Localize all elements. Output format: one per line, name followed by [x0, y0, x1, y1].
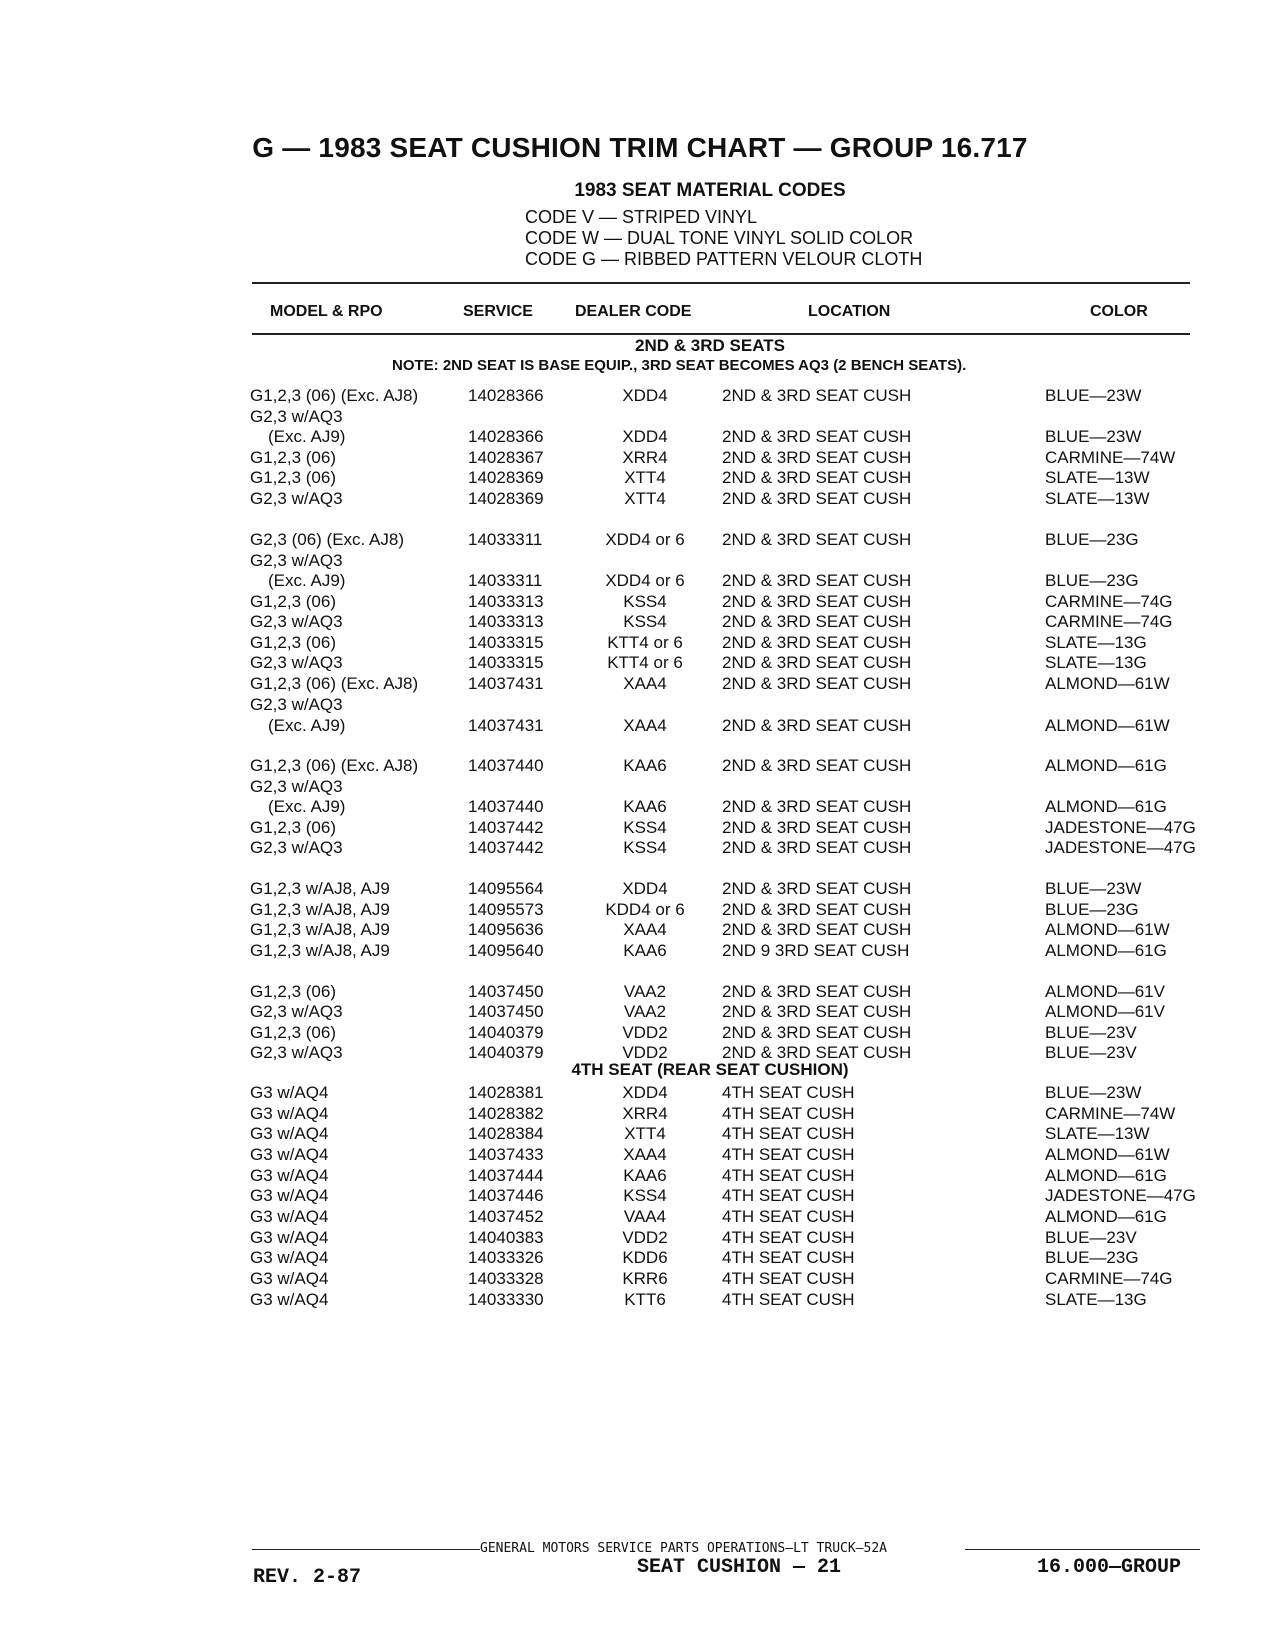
footer-page: SEAT CUSHION — 21 — [637, 1556, 842, 1579]
table-row — [0, 756, 1280, 777]
cell-dealer: XDD4 — [622, 427, 668, 446]
table-row — [0, 633, 1280, 654]
cell-location: 2ND 9 3RD SEAT CUSH — [722, 941, 910, 960]
cell-location: 2ND & 3RD SEAT CUSH — [722, 1043, 912, 1062]
cell-service: 14028369 — [468, 468, 544, 487]
table-row — [0, 716, 1280, 737]
material-code-v: CODE V — STRIPED VINYL — [525, 207, 758, 227]
cell-service: 14033315 — [468, 653, 544, 672]
cell-service: 14037433 — [468, 1145, 544, 1164]
cell-service: 14095636 — [468, 920, 544, 939]
cell-color: BLUE—23W — [1045, 386, 1142, 405]
column-header-service: SERVICE — [463, 303, 533, 320]
cell-color: JADESTONE—47G — [1045, 1186, 1196, 1205]
cell-color: JADESTONE—47G — [1045, 838, 1196, 857]
cell-location: 2ND & 3RD SEAT CUSH — [722, 386, 912, 405]
cell-color: BLUE—23W — [1045, 427, 1142, 446]
cell-location: 4TH SEAT CUSH — [722, 1124, 855, 1143]
column-header-location: LOCATION — [808, 303, 891, 320]
cell-service: 14033326 — [468, 1248, 544, 1267]
cell-service: 14028381 — [468, 1083, 544, 1102]
table-row — [0, 674, 1280, 695]
cell-location: 2ND & 3RD SEAT CUSH — [722, 448, 912, 467]
cell-color: ALMOND—61W — [1045, 920, 1170, 939]
cell-model: G1,2,3 (06) (Exc. AJ8) — [250, 386, 419, 405]
footer-publisher: GENERAL MOTORS SERVICE PARTS OPERATIONS—LT TRUCK—52A — [480, 1541, 887, 1556]
cell-color: BLUE—23G — [1045, 900, 1139, 919]
cell-location: 4TH SEAT CUSH — [722, 1104, 855, 1123]
cell-model: G1,2,3 (06) (Exc. AJ8) — [250, 674, 419, 693]
cell-dealer: XDD4 or 6 — [605, 530, 685, 549]
material-codes-list — [525, 207, 922, 270]
table-row — [0, 1043, 1280, 1064]
cell-model: G1,2,3 (06) — [250, 1023, 336, 1042]
cell-dealer: KAA6 — [623, 756, 667, 775]
cell-location: 2ND & 3RD SEAT CUSH — [722, 756, 912, 775]
cell-dealer: XAA4 — [623, 716, 667, 735]
cell-location: 4TH SEAT CUSH — [722, 1269, 855, 1288]
cell-model: G2,3 w/AQ3 — [250, 551, 343, 570]
cell-location: 4TH SEAT CUSH — [722, 1207, 855, 1226]
cell-dealer: KTT4 or 6 — [607, 633, 683, 652]
table-row — [0, 900, 1280, 921]
cell-dealer: XDD4 — [622, 1083, 668, 1102]
cell-model: (Exc. AJ9) — [268, 797, 346, 816]
cell-location: 2ND & 3RD SEAT CUSH — [722, 633, 912, 652]
cell-color: BLUE—23V — [1045, 1043, 1137, 1062]
cell-dealer: KAA6 — [623, 1166, 667, 1185]
cell-dealer: KSS4 — [623, 818, 667, 837]
cell-model: G3 w/AQ4 — [250, 1290, 329, 1309]
cell-service: 14033313 — [468, 612, 544, 631]
cell-location: 2ND & 3RD SEAT CUSH — [722, 818, 912, 837]
cell-location: 2ND & 3RD SEAT CUSH — [722, 612, 912, 631]
cell-dealer: XAA4 — [623, 1145, 667, 1164]
cell-model: (Exc. AJ9) — [268, 427, 346, 446]
cell-location: 2ND & 3RD SEAT CUSH — [722, 920, 912, 939]
cell-location: 2ND & 3RD SEAT CUSH — [722, 838, 912, 857]
section-note: NOTE: 2ND SEAT IS BASE EQUIP., 3RD SEAT BECOMES AQ3 (2 BENCH SEATS). — [392, 357, 967, 374]
cell-color: ALMOND—61G — [1045, 1166, 1167, 1185]
cell-service: 14037442 — [468, 838, 544, 857]
table-row — [0, 386, 1280, 407]
cell-service: 14033328 — [468, 1269, 544, 1288]
table-row — [0, 1104, 1280, 1125]
table-row — [0, 1023, 1280, 1044]
cell-service: 14037442 — [468, 818, 544, 837]
cell-model: G1,2,3 w/AJ8, AJ9 — [250, 879, 390, 898]
footer-rule-right — [965, 1549, 1200, 1550]
table-row — [0, 1269, 1280, 1290]
cell-dealer: VAA2 — [623, 1002, 667, 1021]
table-row — [0, 612, 1280, 633]
section-title-4th: 4TH SEAT (REAR SEAT CUSHION) — [571, 1060, 849, 1079]
table-row — [0, 489, 1280, 510]
cell-location: 2ND & 3RD SEAT CUSH — [722, 716, 912, 735]
table-row — [0, 427, 1280, 448]
cell-model: G2,3 w/AQ3 — [250, 695, 343, 714]
material-codes-heading: 1983 SEAT MATERIAL CODES — [574, 180, 846, 201]
material-code-g: CODE G — RIBBED PATTERN VELOUR CLOTH — [525, 249, 923, 269]
cell-service: 14033311 — [468, 571, 543, 590]
cell-location: 4TH SEAT CUSH — [722, 1228, 855, 1247]
cell-model: (Exc. AJ9) — [268, 716, 346, 735]
cell-location: 4TH SEAT CUSH — [722, 1145, 855, 1164]
cell-color: BLUE—23W — [1045, 879, 1142, 898]
cell-dealer: KSS4 — [623, 838, 667, 857]
cell-color: ALMOND—61V — [1045, 982, 1165, 1001]
header-bottom-rule — [252, 333, 1190, 335]
table-row — [0, 941, 1280, 962]
cell-model: G2,3 w/AQ3 — [250, 489, 343, 508]
cell-color: ALMOND—61G — [1045, 756, 1167, 775]
cell-location: 2ND & 3RD SEAT CUSH — [722, 1023, 912, 1042]
cell-color: SLATE—13W — [1045, 489, 1150, 508]
cell-location: 4TH SEAT CUSH — [722, 1248, 855, 1267]
cell-color: ALMOND—61G — [1045, 1207, 1167, 1226]
cell-dealer: KTT4 or 6 — [607, 653, 683, 672]
cell-service: 14037446 — [468, 1186, 544, 1205]
cell-model: G1,2,3 w/AJ8, AJ9 — [250, 920, 390, 939]
cell-model: G1,2,3 (06) — [250, 982, 336, 1001]
table-row — [0, 530, 1280, 551]
table-row — [0, 551, 1280, 572]
cell-model: G2,3 w/AQ3 — [250, 407, 343, 426]
footer-rule-left — [252, 1549, 480, 1550]
cell-color: BLUE—23W — [1045, 1083, 1142, 1102]
cell-service: 14037440 — [468, 797, 544, 816]
cell-location: 2ND & 3RD SEAT CUSH — [722, 653, 912, 672]
table-row — [0, 1083, 1280, 1104]
cell-model: G2,3 w/AQ3 — [250, 1043, 343, 1062]
cell-service: 14040379 — [468, 1043, 544, 1062]
cell-color: BLUE—23G — [1045, 1248, 1139, 1267]
table-row — [0, 797, 1280, 818]
table-row — [0, 920, 1280, 941]
cell-color: ALMOND—61W — [1045, 716, 1170, 735]
cell-model: G3 w/AQ4 — [250, 1124, 329, 1143]
cell-service: 14028366 — [468, 427, 544, 446]
cell-color: SLATE—13G — [1045, 653, 1147, 672]
table-row — [0, 468, 1280, 489]
cell-color: SLATE—13G — [1045, 633, 1147, 652]
column-header-dealer: DEALER CODE — [575, 303, 692, 320]
cell-service: 14028382 — [468, 1104, 544, 1123]
cell-dealer: XDD4 — [622, 386, 668, 405]
cell-location: 4TH SEAT CUSH — [722, 1083, 855, 1102]
cell-dealer: KAA6 — [623, 941, 667, 960]
cell-model: G1,2,3 (06) — [250, 448, 336, 467]
table-row — [0, 695, 1280, 716]
cell-location: 2ND & 3RD SEAT CUSH — [722, 900, 912, 919]
cell-dealer: KDD6 — [622, 1248, 668, 1267]
cell-location: 2ND & 3RD SEAT CUSH — [722, 1002, 912, 1021]
cell-service: 14028366 — [468, 386, 544, 405]
cell-dealer: KAA6 — [623, 797, 667, 816]
cell-color: SLATE—13G — [1045, 1290, 1147, 1309]
cell-location: 2ND & 3RD SEAT CUSH — [722, 489, 912, 508]
cell-model: G3 w/AQ4 — [250, 1104, 329, 1123]
cell-location: 2ND & 3RD SEAT CUSH — [722, 530, 912, 549]
table-row — [0, 1207, 1280, 1228]
cell-dealer: KTT6 — [624, 1290, 666, 1309]
cell-location: 2ND & 3RD SEAT CUSH — [722, 879, 912, 898]
cell-dealer: KSS4 — [623, 612, 667, 631]
cell-model: G3 w/AQ4 — [250, 1207, 329, 1226]
cell-model: G3 w/AQ4 — [250, 1166, 329, 1185]
cell-service: 14037452 — [468, 1207, 544, 1226]
material-code-w: CODE W — DUAL TONE VINYL SOLID COLOR — [525, 228, 914, 248]
cell-dealer: VAA4 — [623, 1207, 667, 1226]
footer-group: 16.000—GROUP — [1037, 1556, 1182, 1579]
cell-service: 14095573 — [468, 900, 544, 919]
cell-dealer: XTT4 — [624, 1124, 666, 1143]
cell-service: 14037450 — [468, 982, 544, 1001]
cell-service: 14033315 — [468, 633, 544, 652]
cell-color: BLUE—23G — [1045, 571, 1139, 590]
cell-model: G2,3 w/AQ3 — [250, 777, 343, 796]
cell-dealer: KSS4 — [623, 592, 667, 611]
cell-dealer: XDD4 or 6 — [605, 571, 685, 590]
table-row — [0, 407, 1280, 428]
table-row — [0, 1002, 1280, 1023]
cell-color: ALMOND—61W — [1045, 674, 1170, 693]
cell-dealer: VDD2 — [622, 1228, 668, 1247]
cell-model: G2,3 (06) (Exc. AJ8) — [250, 530, 404, 549]
cell-color: CARMINE—74W — [1045, 1104, 1176, 1123]
cell-dealer: KDD4 or 6 — [605, 900, 685, 919]
cell-color: ALMOND—61G — [1045, 797, 1167, 816]
cell-location: 2ND & 3RD SEAT CUSH — [722, 427, 912, 446]
cell-service: 14037431 — [468, 674, 544, 693]
cell-dealer: VAA2 — [623, 982, 667, 1001]
cell-dealer: XTT4 — [624, 489, 666, 508]
cell-model: G2,3 w/AQ3 — [250, 653, 343, 672]
table-row — [0, 571, 1280, 592]
cell-color: BLUE—23V — [1045, 1228, 1137, 1247]
cell-service: 14040383 — [468, 1228, 544, 1247]
cell-dealer: KRR6 — [622, 1269, 668, 1288]
cell-dealer: VDD2 — [622, 1023, 668, 1042]
header-top-rule — [252, 282, 1190, 284]
cell-model: G3 w/AQ4 — [250, 1083, 329, 1102]
cell-color: ALMOND—61G — [1045, 941, 1167, 960]
cell-service: 14037440 — [468, 756, 544, 775]
cell-service: 14037450 — [468, 1002, 544, 1021]
cell-dealer: XRR4 — [622, 1104, 668, 1123]
cell-location: 2ND & 3RD SEAT CUSH — [722, 797, 912, 816]
table-row — [0, 1124, 1280, 1145]
cell-service: 14028384 — [468, 1124, 544, 1143]
cell-model: G1,2,3 w/AJ8, AJ9 — [250, 900, 390, 919]
cell-color: BLUE—23V — [1045, 1023, 1137, 1042]
table-row — [0, 1166, 1280, 1187]
table-row — [0, 592, 1280, 613]
cell-model: G1,2,3 (06) — [250, 633, 336, 652]
column-header-color: COLOR — [1090, 303, 1148, 320]
cell-model: G1,2,3 (06) (Exc. AJ8) — [250, 756, 419, 775]
cell-model: (Exc. AJ9) — [268, 571, 346, 590]
cell-model: G1,2,3 (06) — [250, 468, 336, 487]
cell-dealer: KSS4 — [623, 1186, 667, 1205]
cell-color: CARMINE—74G — [1045, 592, 1173, 611]
cell-model: G1,2,3 (06) — [250, 818, 336, 837]
cell-service: 14037444 — [468, 1166, 544, 1185]
cell-location: 4TH SEAT CUSH — [722, 1186, 855, 1205]
cell-model: G2,3 w/AQ3 — [250, 1002, 343, 1021]
cell-color: CARMINE—74W — [1045, 448, 1176, 467]
cell-dealer: XDD4 — [622, 879, 668, 898]
table-row — [0, 653, 1280, 674]
page-title: G — 1983 SEAT CUSHION TRIM CHART — GROUP 16.717 — [252, 132, 1028, 163]
table-row — [0, 818, 1280, 839]
cell-location: 2ND & 3RD SEAT CUSH — [722, 592, 912, 611]
table-row — [0, 1145, 1280, 1166]
cell-service: 14040379 — [468, 1023, 544, 1042]
cell-service: 14028367 — [468, 448, 544, 467]
cell-location: 2ND & 3RD SEAT CUSH — [722, 468, 912, 487]
table-row — [0, 1186, 1280, 1207]
cell-color: CARMINE—74G — [1045, 612, 1173, 631]
cell-model: G3 w/AQ4 — [250, 1186, 329, 1205]
cell-dealer: XRR4 — [622, 448, 668, 467]
cell-dealer: XAA4 — [623, 674, 667, 693]
cell-location: 2ND & 3RD SEAT CUSH — [722, 674, 912, 693]
cell-service: 14095640 — [468, 941, 544, 960]
cell-location: 2ND & 3RD SEAT CUSH — [722, 982, 912, 1001]
cell-model: G3 w/AQ4 — [250, 1145, 329, 1164]
cell-dealer: VDD2 — [622, 1043, 668, 1062]
cell-service: 14033313 — [468, 592, 544, 611]
table-row — [0, 1228, 1280, 1249]
table-row — [0, 838, 1280, 859]
cell-model: G2,3 w/AQ3 — [250, 838, 343, 857]
cell-color: BLUE—23G — [1045, 530, 1139, 549]
cell-model: G3 w/AQ4 — [250, 1269, 329, 1288]
cell-dealer: XTT4 — [624, 468, 666, 487]
cell-color: SLATE—13W — [1045, 1124, 1150, 1143]
cell-model: G1,2,3 (06) — [250, 592, 336, 611]
cell-location: 4TH SEAT CUSH — [722, 1166, 855, 1185]
cell-location: 2ND & 3RD SEAT CUSH — [722, 571, 912, 590]
cell-color: CARMINE—74G — [1045, 1269, 1173, 1288]
cell-location: 4TH SEAT CUSH — [722, 1290, 855, 1309]
cell-service: 14033311 — [468, 530, 543, 549]
table-row — [0, 1248, 1280, 1269]
table-row — [0, 879, 1280, 900]
footer-revision: REV. 2-87 — [253, 1566, 362, 1589]
cell-color: ALMOND—61W — [1045, 1145, 1170, 1164]
column-header-model: MODEL & RPO — [270, 303, 383, 320]
cell-service: 14037431 — [468, 716, 544, 735]
cell-service: 14028369 — [468, 489, 544, 508]
cell-model: G1,2,3 w/AJ8, AJ9 — [250, 941, 390, 960]
cell-color: ALMOND—61V — [1045, 1002, 1165, 1021]
table-row — [0, 448, 1280, 469]
cell-color: JADESTONE—47G — [1045, 818, 1196, 837]
cell-model: G3 w/AQ4 — [250, 1248, 329, 1267]
cell-dealer: XAA4 — [623, 920, 667, 939]
table-row — [0, 982, 1280, 1003]
cell-color: SLATE—13W — [1045, 468, 1150, 487]
section-title-2nd-3rd: 2ND & 3RD SEATS — [635, 336, 785, 355]
cell-model: G3 w/AQ4 — [250, 1228, 329, 1247]
cell-model: G2,3 w/AQ3 — [250, 612, 343, 631]
table-row — [0, 1290, 1280, 1311]
cell-service: 14095564 — [468, 879, 544, 898]
cell-service: 14033330 — [468, 1290, 544, 1309]
table-row — [0, 777, 1280, 798]
